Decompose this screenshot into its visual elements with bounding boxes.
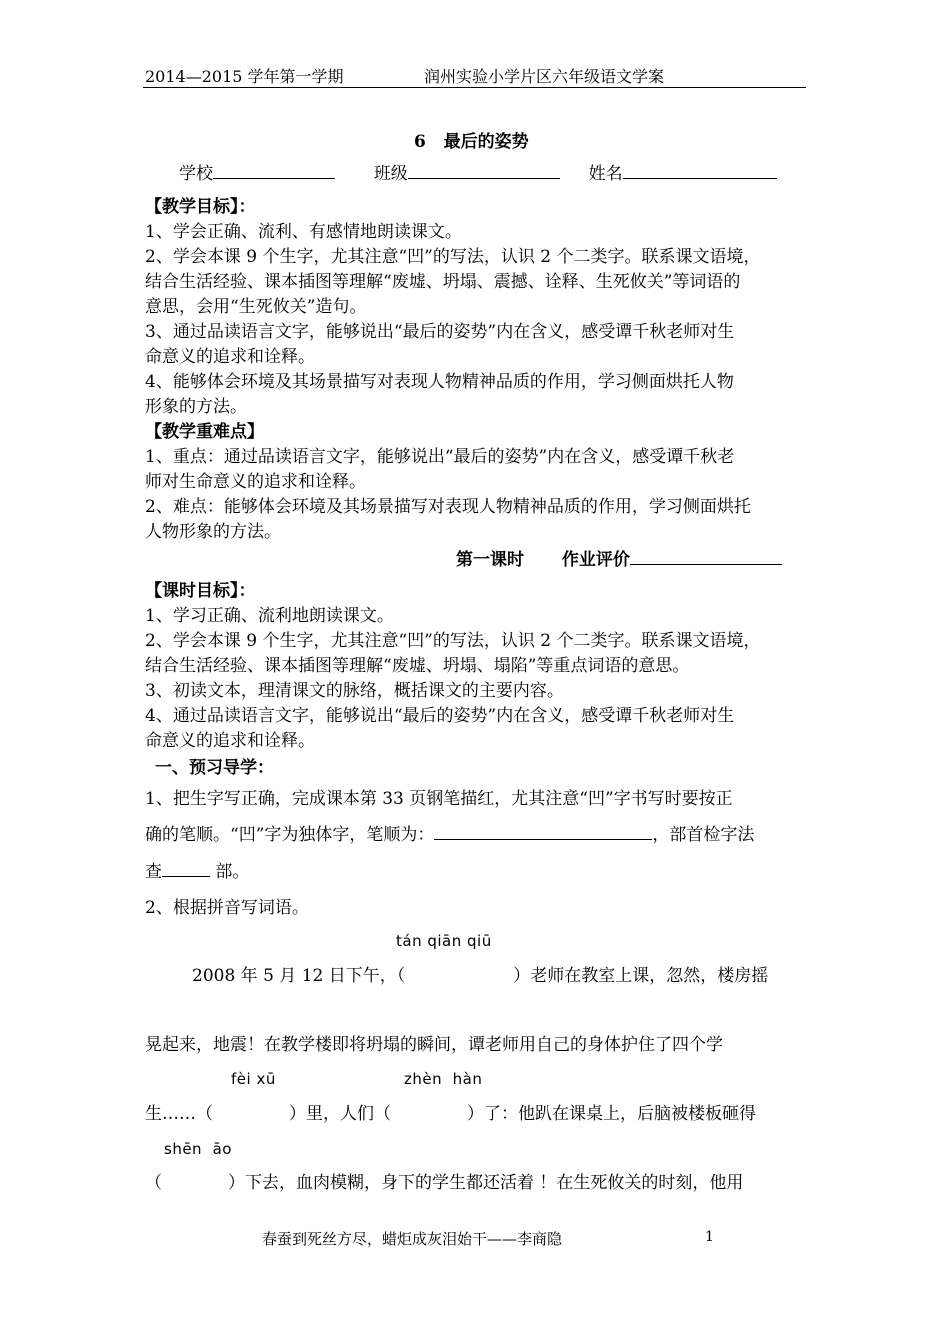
school-label: 学校 [179, 164, 213, 184]
school-blank[interactable] [213, 178, 335, 179]
page-title: 6 最后的姿势 [414, 132, 529, 152]
keypoints-line: 2、难点：能够体会环境及其场景描写对表现人物精神品质的作用，学习侧面烘托 [145, 497, 751, 517]
pinyin-shenao: shēn āo [164, 1140, 232, 1158]
q2-line: 2、根据拼音写词语。 [145, 898, 309, 918]
exercise-line1 [192, 964, 768, 988]
goals-line: 形象的方法。 [145, 397, 247, 417]
goals-line: 1、学会正确、流利、有感情地朗读课文。 [145, 222, 462, 242]
pinyin-feixu: fèi xū [231, 1070, 276, 1088]
exercise-line3-tail: ）了：他趴在课桌上，后脑被楼板砸得 [467, 1104, 756, 1124]
goals-heading: 【教学目标】： [145, 197, 256, 217]
lesson-goals-heading: 【课时目标】： [145, 581, 256, 601]
info-row [179, 159, 777, 184]
keypoints-line: 人物形象的方法。 [145, 522, 281, 542]
name-label: 姓名 [588, 164, 623, 184]
lesson-goals-line: 1、学习正确、流利地朗读课文。 [145, 606, 394, 626]
q1-line3-text: 查 [145, 862, 162, 882]
goals-line: 4、能够体会环境及其场景描写对表现人物精神品质的作用，学习侧面烘托人物 [145, 372, 734, 392]
lesson-goals-line: 2、学会本课 9 个生字，尤其注意“凹”的写法，认识 2 个二类字。联系课文语境， [145, 631, 761, 651]
lesson-goals-line: 结合生活经验、课本插图等理解“废墟、坍塌、塌陷”等重点词语的意思。 [145, 656, 690, 676]
goals-line: 2、学会本课 9 个生字，尤其注意“凹”的写法，认识 2 个二类字。联系课文语境， [145, 247, 761, 267]
lesson-label: 第一课时 [456, 550, 524, 570]
goals-line: 结合生活经验、课本插图等理解“废墟、坍塌、震撼、诠释、生死攸关”等词语的 [145, 272, 741, 292]
exercise-line1-tail: ）老师在教室上课，忽然，楼房摇 [513, 966, 769, 986]
class-label: 班级 [373, 164, 408, 184]
stroke-order-blank[interactable] [434, 839, 652, 840]
q1-line1: 1、把生字写正确，完成课本第 33 页钢笔描红，尤其注意“凹”字书写时要按正 [145, 789, 733, 809]
header-left: 2014—2015 学年第一学期 [145, 67, 344, 86]
goals-line: 3、通过品读语言文字，能够说出“最后的姿势”内在含义，感受谭千秋老师对生 [145, 322, 735, 342]
exercise-line1-text: 2008 年 5 月 12 日下午，（ [192, 966, 406, 986]
page-number: 1 [705, 1229, 714, 1245]
preview-heading: 一、预习导学： [155, 758, 274, 778]
eval-blank[interactable] [630, 564, 782, 565]
keypoints-line: 师对生命意义的追求和诠释。 [145, 472, 366, 492]
exercise-line4 [145, 1171, 743, 1195]
exercise-line3 [145, 1102, 756, 1126]
q1-line2-tail: ，部首检字法 [652, 825, 755, 845]
exercise-line3-text: 生……（ [145, 1104, 213, 1124]
q1-line3 [145, 860, 249, 884]
keypoints-line: 1、重点：通过品读语言文字，能够说出“最后的姿势”内在含义，感受谭千秋老 [145, 447, 735, 467]
q1-line3-tail: 部。 [210, 862, 250, 882]
exercise-line4-tail: ）下去，血肉模糊，身下的学生都还活着 ！在生死攸关的时刻，他用 [228, 1173, 744, 1193]
q1-line2 [145, 823, 754, 847]
q1-line2-text: 确的笔顺。“凹”字为独体字，笔顺为： [145, 825, 435, 845]
exercise-line3-mid: ）里，人们（ [289, 1104, 391, 1124]
pinyin-tanqianqiu: tán qiān qiū [396, 932, 492, 950]
lesson-goals-line: 4、通过品读语言文字，能够说出“最后的姿势”内在含义，感受谭千秋老师对生 [145, 706, 735, 726]
footer-quote: 春蚕到死丝方尽，蜡炬成灰泪始干——李商隐 [262, 1230, 563, 1248]
radical-blank[interactable] [162, 876, 210, 877]
lesson-row [456, 545, 782, 570]
exercise-line4-open: （ [145, 1173, 162, 1193]
eval-label: 作业评价 [561, 550, 630, 570]
keypoints-heading: 【教学重难点】 [145, 422, 264, 442]
pinyin-zhenhan: zhèn hàn [404, 1070, 483, 1088]
class-blank[interactable] [408, 178, 560, 179]
lesson-goals-line: 3、初读文本，理清课文的脉络，概括课文的主要内容。 [145, 681, 564, 701]
goals-line: 命意义的追求和诠释。 [145, 347, 315, 367]
header-divider [143, 87, 806, 88]
goals-line: 意思，会用“生死攸关”造句。 [145, 297, 367, 317]
name-blank[interactable] [623, 178, 777, 179]
header-right: 润州实验小学片区六年级语文学案 [424, 67, 665, 86]
lesson-goals-line: 命意义的追求和诠释。 [145, 731, 315, 751]
exercise-line2: 晃起来，地震！在教学楼即将坍塌的瞬间，谭老师用自己的身体护住了四个学 [145, 1035, 723, 1055]
